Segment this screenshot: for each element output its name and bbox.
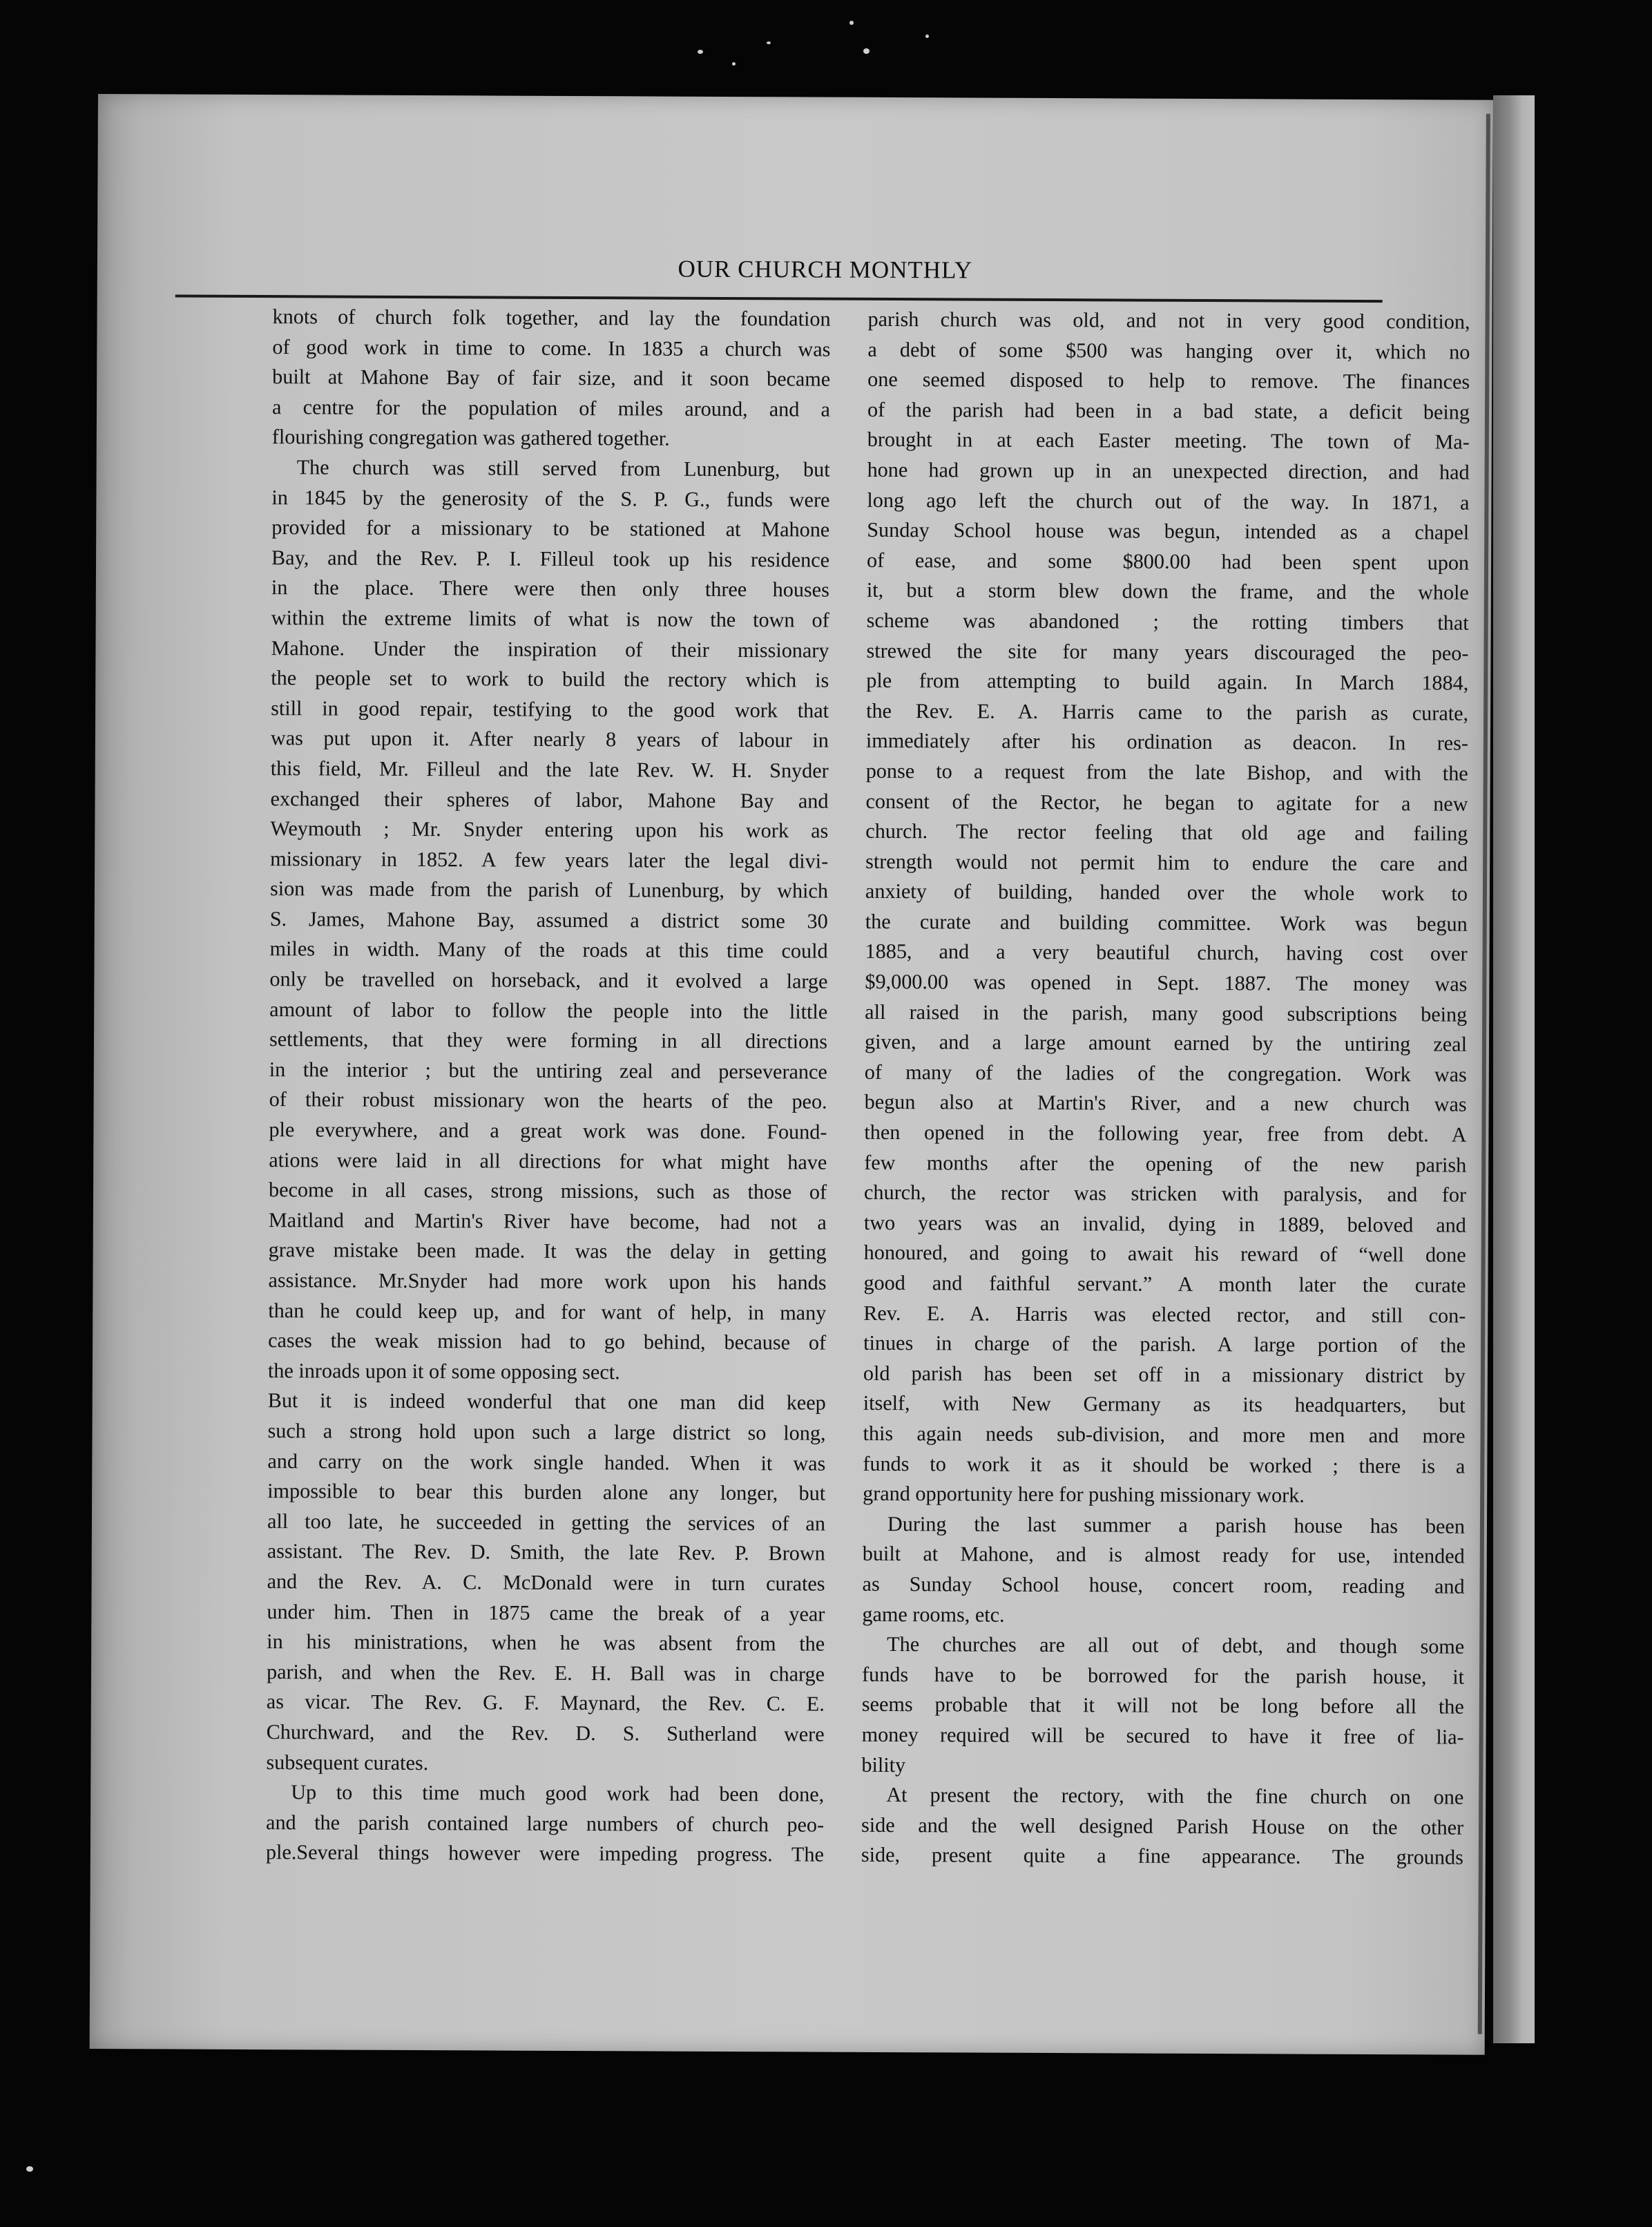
text-line: of their robust missionary won the hearts of the peo.	[269, 1087, 827, 1114]
dust-speck	[863, 48, 870, 54]
text-line: all raised in the parish, many good subscriptions being	[865, 1000, 1468, 1026]
text-line: Churchward, and the Rev. D. S. Sutherland were	[266, 1719, 825, 1746]
text-line: grave mistake been made. It was the delay in getting	[268, 1238, 827, 1265]
text-line: only be travelled on horseback, and it evolved a large	[269, 967, 828, 993]
text-line: ple everywhere, and a great work was done. Found-	[269, 1118, 827, 1144]
text-line: immediately after his ordination as deacon. In res-	[865, 729, 1468, 755]
text-line: it, but a storm blew down the frame, and the whole	[866, 578, 1469, 605]
text-line: long ago left the church out of the way. In 1871, a	[867, 488, 1470, 515]
text-line: built at Mahone Bay of fair size, and it soon became	[272, 365, 831, 391]
text-line: than he could keep up, and for want of help, in many	[268, 1298, 827, 1325]
dust-speck	[26, 2166, 33, 2172]
text-line: in the interior ; but the untiring zeal and perseverance	[269, 1057, 827, 1084]
text-line: built at Mahone, and is almost ready for use, intended	[862, 1542, 1465, 1568]
text-line: settlements, that they were forming in all directions	[269, 1027, 828, 1053]
text-line: church, the rector was stricken with paralysis, and for	[863, 1181, 1467, 1207]
text-line: subsequent curates.	[266, 1750, 429, 1775]
text-line: But it is indeed wonderful that one man did keep	[267, 1388, 826, 1415]
text-line: honoured, and going to await his reward of “well done	[863, 1241, 1466, 1268]
text-line: of good work in time to come. In 1835 a church was	[272, 334, 831, 361]
text-line: good and faithful servant.” A month later the curate	[863, 1270, 1466, 1297]
dust-speck	[925, 35, 929, 38]
text-line: missionary in 1852. A few years later the legal divi-	[270, 846, 829, 873]
text-line: of many of the ladies of the congregation. Work was	[864, 1060, 1467, 1087]
text-line: the Rev. E. A. Harris came to the parish as curate,	[866, 698, 1469, 725]
text-line: tinues in charge of the parish. A large portion of the	[863, 1331, 1466, 1357]
text-line: two years was an invalid, dying in 1889, beloved and	[863, 1210, 1466, 1237]
text-line: still in good repair, testifying to the good work that	[271, 696, 829, 723]
text-line: of ease, and some $800.00 had been spent upon	[866, 548, 1470, 575]
text-line: provided for a missionary to be stationed at Mahone	[271, 515, 830, 542]
text-line: begun also at Martin's River, and a new church was	[864, 1090, 1467, 1117]
text-line: assistance. Mr.Snyder had more work upon his hands	[268, 1268, 827, 1294]
text-line: exchanged their spheres of labor, Mahone Bay and	[270, 786, 829, 813]
text-line: in the place. There were then only three houses	[271, 575, 829, 602]
text-line: and the Rev. A. C. McDonald were in turn curates	[267, 1569, 825, 1596]
text-line: within the extreme limits of what is now the town of	[271, 606, 829, 632]
text-line: The churches are all out of debt, and though some	[887, 1632, 1465, 1659]
text-line: anxiety of building, handed over the whole work to	[865, 879, 1468, 906]
text-line: and carry on the work single handed. When it was	[267, 1449, 826, 1475]
text-line: was put upon it. After nearly 8 years of labour in	[270, 726, 829, 752]
text-line: strewed the site for many years discouraged the peo-	[866, 638, 1469, 665]
facing-page-edge	[1493, 95, 1535, 2043]
dust-speck	[767, 41, 771, 44]
text-line: knots of church folk together, and lay the foundation	[272, 305, 831, 331]
text-line: hone had grown up in an unexpected direction, and had	[867, 457, 1470, 484]
text-line: consent of the Rector, he began to agitate for a new	[865, 789, 1468, 816]
text-line: few months after the opening of the new parish	[864, 1150, 1467, 1177]
text-line: miles in width. Many of the roads at this time could	[269, 937, 828, 964]
text-line: in 1845 by the generosity of the S. P. G., funds were	[271, 485, 830, 512]
dust-speck	[732, 62, 736, 66]
text-line: Mahone. Under the inspiration of their missionary	[271, 635, 829, 662]
text-line: parish church was old, and not in very good condition,	[867, 307, 1470, 334]
text-line: a debt of some $500 was hanging over it, which no	[867, 337, 1470, 364]
text-line: the curate and building committee. Work was begun	[865, 909, 1468, 936]
text-line: money required will be secured to have it free of lia-	[861, 1722, 1464, 1749]
dust-speck	[698, 50, 703, 54]
text-line: impossible to bear this burden alone any longer, but	[267, 1479, 826, 1505]
text-line: cases the weak mission had to go behind, because of	[268, 1328, 827, 1355]
running-head: OUR CHURCH MONTHLY	[678, 255, 973, 284]
text-line: Sunday School house was begun, intended as a chapel	[867, 518, 1470, 544]
text-line: and the parish contained large numbers of church peo-	[266, 1810, 825, 1837]
text-line: S. James, Mahone Bay, assumed a district some 30	[269, 906, 828, 933]
text-line: in his ministrations, when he was absent from the	[267, 1629, 825, 1656]
text-line: Maitland and Martin's River have become, had not a	[268, 1207, 827, 1234]
text-line: as vicar. The Rev. G. F. Maynard, the Rev. C. E.	[266, 1690, 825, 1716]
text-line: itself, with New Germany as its headquarters, but	[863, 1391, 1466, 1418]
text-line: Bay, and the Rev. P. I. Filleul took up his residence	[271, 545, 830, 572]
text-line: funds have to be borrowed for the parish house, it	[861, 1662, 1465, 1689]
text-line: game rooms, etc.	[862, 1602, 1005, 1627]
text-line: become in all cases, strong missions, such as those of	[269, 1178, 827, 1204]
document-page	[90, 94, 1493, 2055]
text-line: Up to this time much good work had been done,	[291, 1780, 825, 1806]
text-line: assistant. The Rev. D. Smith, the late Rev. P. Brown	[267, 1539, 825, 1565]
text-line: bility	[861, 1752, 906, 1777]
text-line: grand opportunity here for pushing missionary work.	[863, 1482, 1305, 1507]
text-line: under him. Then in 1875 came the break of a year	[267, 1599, 825, 1626]
dust-speck	[849, 21, 854, 25]
text-line: ple.Several things however were impeding progress. The	[265, 1840, 824, 1866]
text-line: brought in at each Easter meeting. The town of Ma-	[867, 428, 1470, 455]
text-line: a centre for the population of miles around, and a	[271, 394, 831, 421]
text-line: strength would not permit him to endure the care and	[865, 849, 1468, 876]
text-line: The church was still served from Lunenburg, but	[296, 455, 830, 481]
text-line: as Sunday School house, concert room, reading and	[862, 1571, 1465, 1598]
text-line: Weymouth ; Mr. Snyder entering upon his work as	[270, 816, 829, 843]
text-line: old parish has been set off in a missionary district by	[863, 1361, 1466, 1388]
text-line: then opened in the following year, free from debt. A	[864, 1120, 1467, 1147]
text-line: such a strong hold upon such a large district so long,	[267, 1419, 826, 1445]
left-column	[266, 302, 831, 1870]
text-line: During the last summer a parish house has been	[887, 1511, 1466, 1538]
header-rule	[175, 294, 1383, 303]
text-line: parish, and when the Rev. E. H. Ball was in charge	[266, 1659, 825, 1686]
text-line: side and the well designed Parish House on the other	[861, 1813, 1464, 1839]
text-line: amount of labor to follow the people into the little	[269, 997, 828, 1024]
text-line: seems probable that it will not be long before all the	[861, 1692, 1464, 1719]
text-line: $9,000.00 was opened in Sept. 1887. The money was	[865, 969, 1468, 996]
text-line: this field, Mr. Filleul and the late Rev. W. H. Snyder	[270, 756, 829, 783]
text-line: side, present quite a fine appearance. The grounds	[861, 1843, 1463, 1869]
text-line: one seemed disposed to help to remove. The finances	[867, 367, 1470, 394]
text-line: all too late, he succeeded in getting the services of an	[267, 1509, 826, 1536]
text-line: ponse to a request from the late Bishop, and with the	[865, 758, 1468, 785]
text-line: given, and a large amount earned by the untiring zeal	[864, 1030, 1468, 1056]
text-line: ations were laid in all directions for what might have	[269, 1147, 827, 1174]
text-line: this again needs sub-division, and more men and more	[863, 1421, 1466, 1448]
text-line: the inroads upon it of some opposing sect.	[267, 1358, 620, 1384]
text-line: of the parish had been in a bad state, a deficit being	[867, 397, 1470, 424]
text-line: At present the rectory, with the fine church on one	[886, 1783, 1464, 1809]
text-line: Rev. E. A. Harris was elected rector, and still con-	[863, 1301, 1466, 1328]
text-line: sion was made from the parish of Lunenburg, by which	[269, 877, 829, 903]
text-line: ple from attempting to build again. In March 1884,	[866, 668, 1469, 695]
right-column	[861, 305, 1470, 1873]
text-line: the people set to work to build the rectory which is	[271, 666, 829, 692]
text-line: funds to work it as it should be worked ; there is a	[863, 1451, 1466, 1478]
text-line: 1885, and a very beautiful church, having cost over	[865, 939, 1468, 966]
text-line: church. The rector feeling that old age and failing	[865, 819, 1468, 845]
text-line: scheme was abandoned ; the rotting timbers that	[866, 608, 1469, 635]
text-line: flourishing congregation was gathered together.	[271, 425, 670, 450]
